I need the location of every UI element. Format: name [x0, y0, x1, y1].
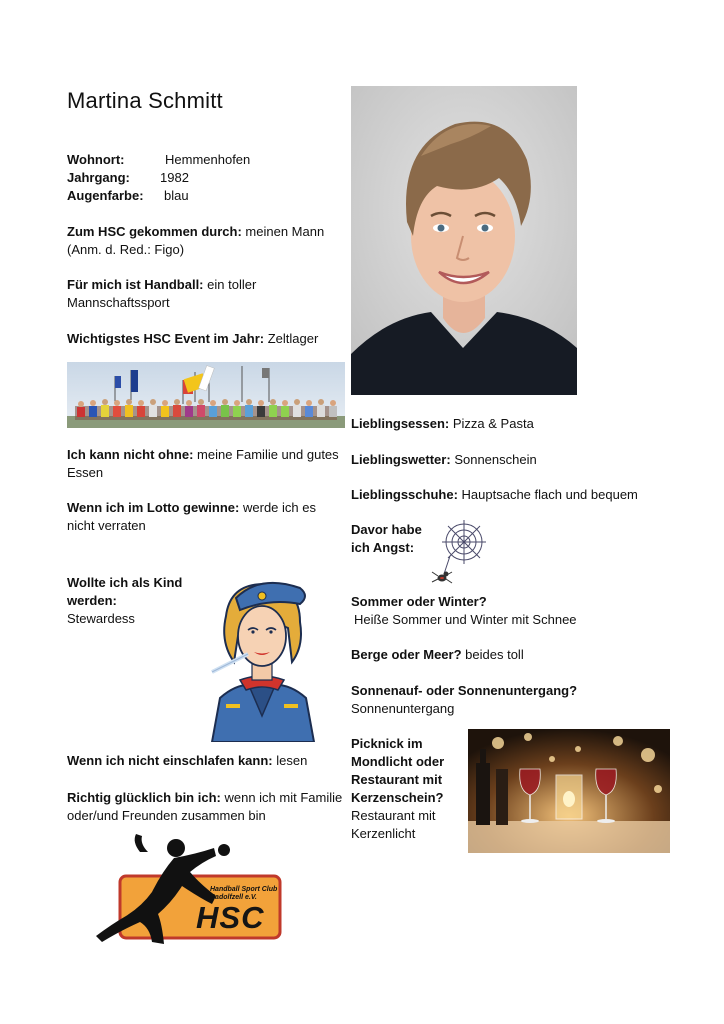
- jahrgang-label: Jahrgang:: [67, 170, 130, 185]
- essen-block: [351, 415, 711, 433]
- lotto-value: werde ich es: [243, 500, 316, 515]
- einschlafen-block: [67, 752, 347, 770]
- kind-label1: Wollte ich als Kind: [67, 575, 183, 590]
- picknick-value1: Restaurant mit: [351, 808, 436, 823]
- jahrgang-value: 1982: [160, 170, 189, 185]
- spider-web-icon: [430, 516, 490, 588]
- nicht-ohne-label: Ich kann nicht ohne:: [67, 447, 194, 462]
- einschlafen-label: Wenn ich nicht einschlafen kann:: [67, 753, 273, 768]
- event-value: Zeltlager: [267, 331, 319, 346]
- picknick-value2: Kerzenlicht: [351, 826, 416, 841]
- candlelight-photo: [468, 729, 670, 853]
- essen-value: Pizza & Pasta: [452, 416, 534, 431]
- augenfarbe-row: [67, 187, 144, 205]
- sommer-value: Heiße Sommer und Winter mit Schnee: [354, 612, 577, 627]
- stewardess-illustration: [200, 576, 325, 742]
- schuhe-value: Hauptsache flach und bequem: [461, 487, 638, 502]
- gluecklich-value: wenn ich mit Familie: [224, 790, 343, 805]
- event-block: [67, 330, 347, 348]
- sonne-label: Sonnenauf- oder Sonnenuntergang?: [351, 683, 578, 698]
- logo-line2: Radolfzell e.V.: [210, 894, 257, 901]
- berge-label: Berge oder Meer?: [351, 647, 462, 662]
- logo-abbr: HSC: [196, 900, 265, 935]
- angst-label2: ich Angst:: [351, 540, 415, 555]
- picknick-label2: Mondlicht oder: [351, 754, 445, 769]
- berge-value: beides toll: [465, 647, 524, 662]
- angst-label1: Davor habe: [351, 522, 422, 537]
- wetter-block: [351, 451, 711, 469]
- hsc-durch-label: Zum HSC gekommen durch:: [67, 224, 242, 239]
- page-title: Martina Schmitt: [67, 88, 223, 113]
- angst-block: [351, 521, 441, 557]
- lotto-value2: nicht verraten: [67, 518, 146, 533]
- kind-value: Stewardess: [67, 611, 135, 626]
- portrait-photo: [351, 86, 577, 395]
- schuhe-label: Lieblingsschuhe:: [351, 487, 458, 502]
- einschlafen-value: lesen: [276, 753, 308, 768]
- wohnort-row: [67, 151, 125, 169]
- sommer-block: [351, 593, 711, 629]
- handball-value: ein toller: [207, 277, 257, 292]
- lotto-label: Wenn ich im Lotto gewinne:: [67, 500, 240, 515]
- hsc-durch-value: meinen Mann: [245, 224, 325, 239]
- logo-line1: Handball Sport Club: [210, 886, 278, 893]
- picknick-label3: Restaurant mit: [351, 772, 443, 787]
- nicht-ohne-block: [67, 446, 347, 482]
- sommer-label: Sommer oder Winter?: [351, 594, 487, 609]
- berge-block: [351, 646, 711, 664]
- event-label: Wichtigstes HSC Event im Jahr:: [67, 331, 265, 346]
- nicht-ohne-value2: Essen: [67, 465, 104, 480]
- lotto-block: [67, 499, 347, 535]
- hsc-durch-block: [67, 223, 347, 259]
- picknick-label1: Picknick im: [351, 736, 423, 751]
- picknick-block: [351, 735, 461, 843]
- handball-block: [67, 276, 347, 312]
- wohnort-label: Wohnort:: [67, 152, 125, 167]
- schuhe-block: [351, 486, 711, 504]
- gluecklich-block: [67, 789, 352, 825]
- sonne-value: Sonnenuntergang: [351, 701, 455, 716]
- gluecklich-label: Richtig glücklich bin ich:: [67, 790, 221, 805]
- kind-block: [67, 574, 217, 628]
- augenfarbe-label: Augenfarbe:: [67, 188, 144, 203]
- kind-label2: werden:: [67, 593, 117, 608]
- hsc-durch-value2: (Anm. d. Red.: Figo): [67, 242, 185, 257]
- sonne-block: [351, 682, 711, 718]
- augenfarbe-value: blau: [164, 188, 189, 203]
- wohnort-value: Hemmenhofen: [165, 152, 251, 167]
- essen-label: Lieblingsessen:: [351, 416, 450, 431]
- handball-value2: Mannschaftssport: [67, 295, 170, 310]
- wetter-label: Lieblingswetter:: [351, 452, 451, 467]
- picknick-label4: Kerzenschein?: [351, 790, 444, 805]
- nicht-ohne-value: meine Familie und gutes: [197, 447, 339, 462]
- gluecklich-value2: oder/und Freunden zusammen bin: [67, 808, 266, 823]
- jahrgang-row: [67, 169, 130, 187]
- handball-label: Für mich ist Handball:: [67, 277, 204, 292]
- team-photo: [67, 362, 345, 428]
- wetter-value: Sonnenschein: [454, 452, 537, 467]
